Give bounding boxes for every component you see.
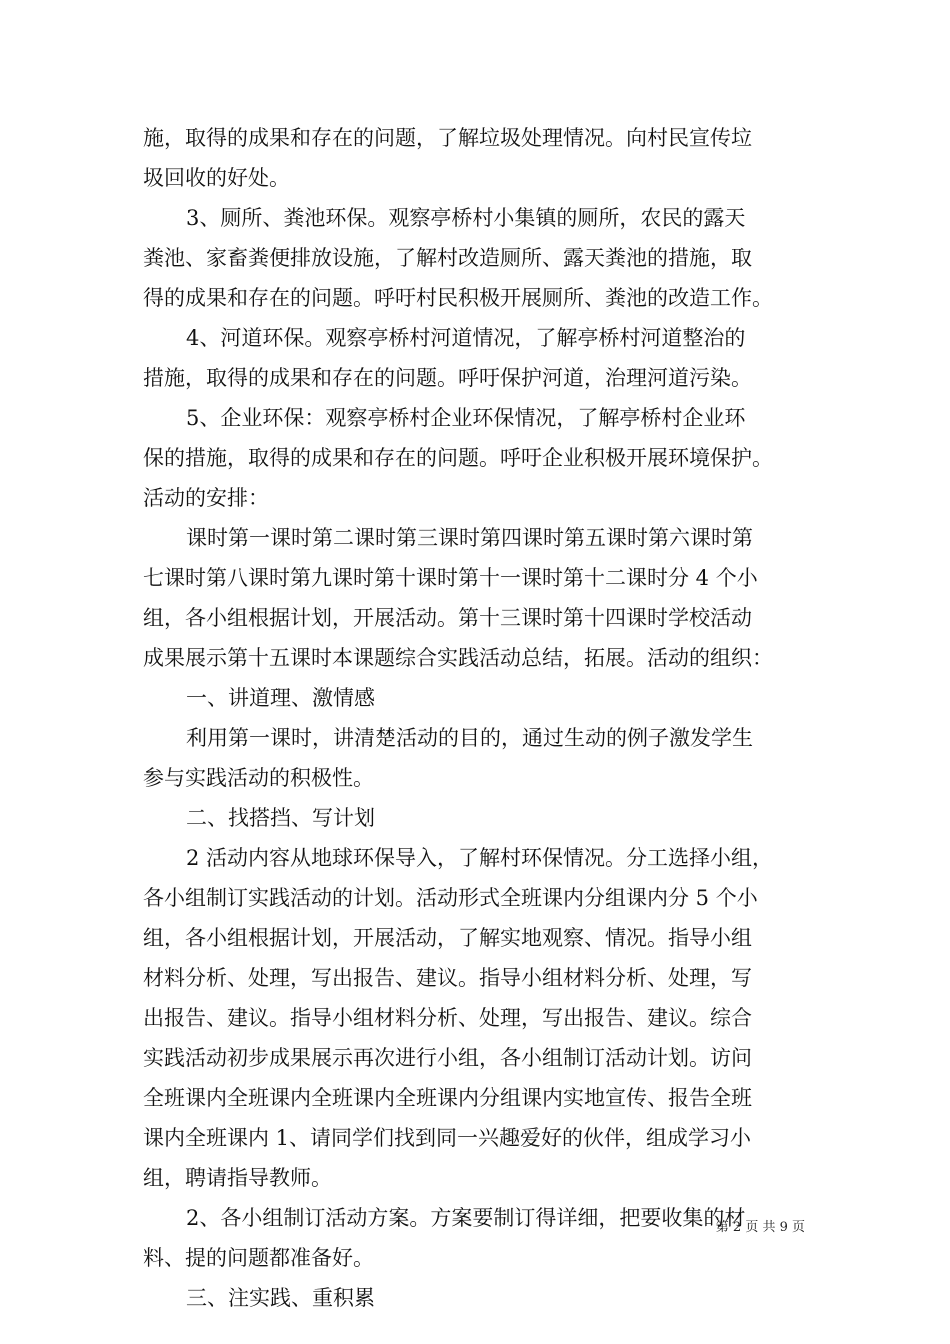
text-line: 圾回收的好处。 [143,166,290,190]
body-text [143,118,815,1318]
text-line: 利用第一课时，讲清楚活动的目的，通过生动的例子激发学生 [186,726,753,750]
text-line: 料、提的问题都准备好。 [143,1246,374,1270]
section-heading: 三、注实践、重积累 [186,1286,375,1310]
text-line: 组，各小组根据计划，开展活动，了解实地观察、情况。指导小组 [143,926,752,950]
text-line: 2 活动内容从地球环保导入，了解村环保情况。分工选择小组， [186,846,774,870]
section-heading: 活动的安排： [143,486,269,510]
text-line: 课时第一课时第二课时第三课时第四课时第五课时第六课时第 [186,526,753,550]
text-line: 3、厕所、粪池环保。观察亭桥村小集镇的厕所，农民的露天 [186,206,746,230]
text-line: 成果展示第十五课时本课题综合实践活动总结，拓展。活动的组织： [143,646,773,670]
text-line: 5、企业环保：观察亭桥村企业环保情况，了解亭桥村企业环 [186,406,746,430]
text-line: 4、河道环保。观察亭桥村河道情况，了解亭桥村河道整治的 [186,326,746,350]
text-line: 组，聘请指导教师。 [143,1166,332,1190]
text-line: 施，取得的成果和存在的问题，了解垃圾处理情况。向村民宣传垃 [143,126,752,150]
text-line: 粪池、家畜粪便排放设施，了解村改造厕所、露天粪池的措施，取 [143,246,752,270]
text-line: 七课时第八课时第九课时第十课时第十一课时第十二课时分 4 个小 [143,566,758,590]
section-heading: 一、讲道理、激情感 [186,686,375,710]
page-number: 第 2 页 共 9 页 [715,1220,805,1235]
text-line: 课内全班课内 1、请同学们找到同一兴趣爱好的伙伴，组成学习小 [143,1126,752,1150]
text-line: 全班课内全班课内全班课内全班课内分组课内实地宣传、报告全班 [143,1086,752,1110]
text-line: 措施，取得的成果和存在的问题。呼吁保护河道，治理河道污染。 [143,366,752,390]
text-line: 保的措施，取得的成果和存在的问题。呼吁企业积极开展环境保护。 [143,446,773,470]
text-line: 2、各小组制订活动方案。方案要制订得详细，把要收集的材 [186,1206,746,1230]
text-line: 组，各小组根据计划，开展活动。第十三课时第十四课时学校活动 [143,606,752,630]
text-line: 得的成果和存在的问题。呼吁村民积极开展厕所、粪池的改造工作。 [143,286,773,310]
text-line: 材料分析、处理，写出报告、建议。指导小组材料分析、处理，写 [143,966,752,990]
text-line: 参与实践活动的积极性。 [143,766,374,790]
text-line: 出报告、建议。指导小组材料分析、处理，写出报告、建议。综合 [143,1006,752,1030]
text-line: 各小组制订实践活动的计划。活动形式全班课内分组课内分 5 个小 [143,886,758,910]
section-heading: 二、找搭挡、写计划 [186,806,375,830]
text-line: 实践活动初步成果展示再次进行小组，各小组制订活动计划。访问 [143,1046,752,1070]
